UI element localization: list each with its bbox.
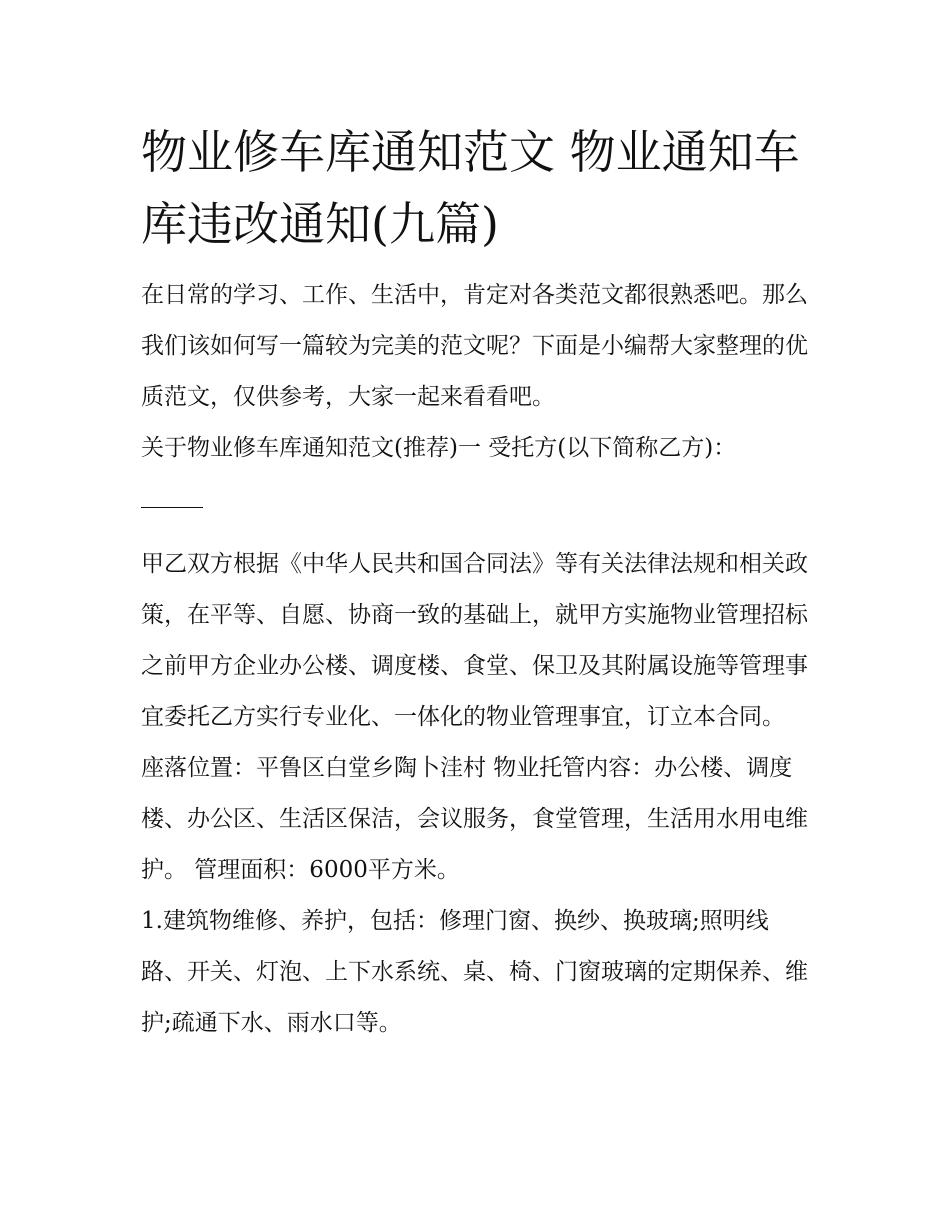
document-body bbox=[141, 116, 813, 1049]
maintenance-paragraph: 1.建筑物维修、养护，包括：修理门窗、换纱、换玻璃;照明线路、开关、灯泡、上下水系统、桌、椅、门窗玻璃的定期保养、维护;疏通下水、雨水口等。 bbox=[141, 908, 808, 1036]
fill-in-blank-line bbox=[141, 457, 203, 508]
intro-paragraph: 在日常的学习、工作、生活中，肯定对各类范文都很熟悉吧。那么我们该如何写一篇较为完美的范文呢？下面是小编帮大家整理的优质范文，仅供参考，大家一起来看看吧。 bbox=[141, 282, 808, 410]
document-title: 物业修车库通知范文 物业通知车库违改通知(九篇) bbox=[141, 125, 800, 251]
section-heading: 关于物业修车库通知范文(推荐)一 受托方(以下简称乙方)： bbox=[141, 435, 737, 461]
location-paragraph: 座落位置：平鲁区白堂乡陶卜洼村 物业托管内容：办公楼、调度楼、办公区、生活区保洁，会议服务，食堂管理，生活用水用电维护。 管理面积：6000平方米。 bbox=[141, 755, 808, 883]
contract-paragraph: 甲乙双方根据《中华人民共和国合同法》等有关法律法规和相关政策，在平等、自愿、协商一致的基础上，就甲方实施物业管理招标之前甲方企业办公楼、调度楼、食堂、保卫及其附属设施等管理事宜委托乙方实行专业化、一体化的物业管理事宜，订立本合同。 bbox=[141, 551, 808, 730]
